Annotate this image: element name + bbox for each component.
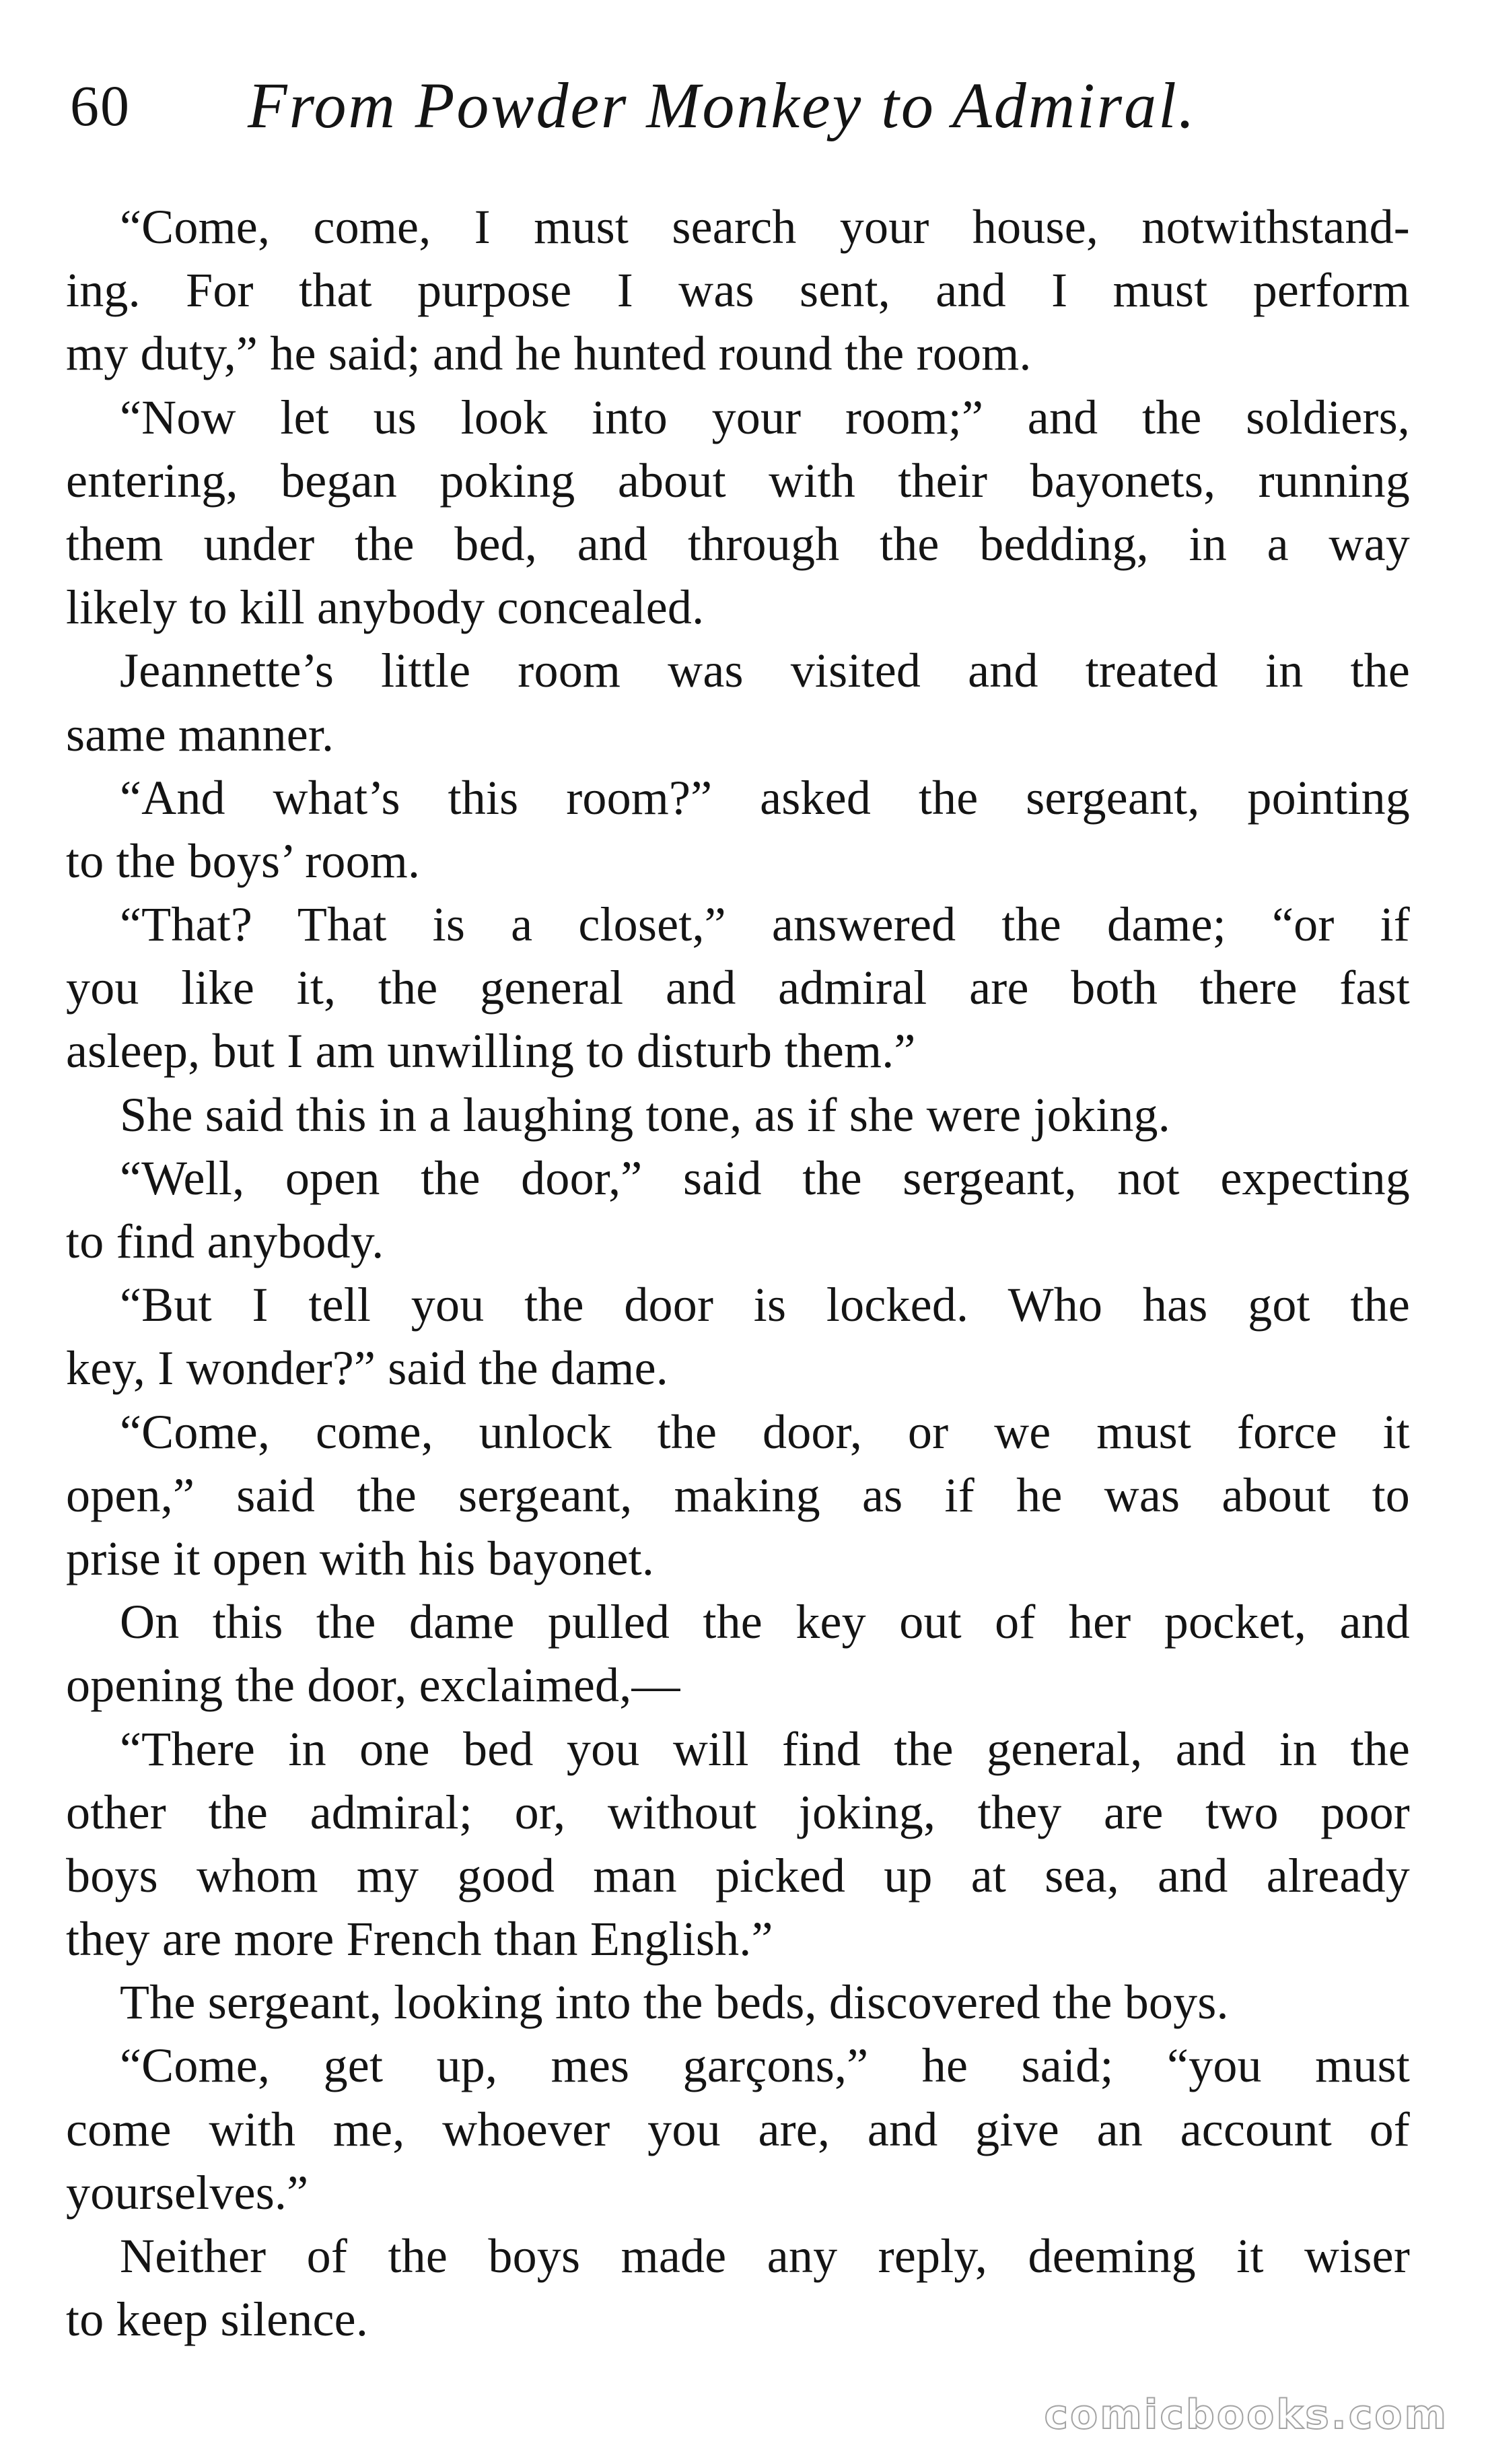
paragraph — [66, 1971, 1410, 2034]
paragraph — [66, 766, 1410, 893]
paragraph — [66, 639, 1410, 765]
text-line: “And what’s this room?” asked the sergeant, pointing — [120, 770, 1410, 825]
body-text — [66, 195, 1410, 2351]
text-line: On this the dame pulled the key out of her pocket, and — [120, 1595, 1410, 1649]
paragraph — [66, 1083, 1410, 1147]
text-line: “Well, open the door,” said the sergeant, not expecting — [120, 1151, 1410, 1205]
paragraph — [66, 2034, 1410, 2224]
paragraph — [66, 386, 1410, 640]
text-line: “Come, come, I must search your house, notwithstand- — [120, 200, 1410, 254]
paragraph — [66, 1273, 1410, 1400]
paragraph — [66, 1147, 1410, 1273]
text-line: “But I tell you the door is locked. Who has got the — [120, 1278, 1410, 1332]
text-line: to keep silence. — [66, 2292, 369, 2347]
text-line: yourselves.” — [66, 2165, 309, 2220]
text-line: Neither of the boys made any reply, deeming it wiser — [120, 2229, 1410, 2283]
text-line: “Come, get up, mes garçons,” he said; “you must — [120, 2039, 1410, 2093]
watermark: comicbooks.com — [1044, 2391, 1448, 2438]
paragraph — [66, 1717, 1410, 1971]
text-line: key, I wonder?” said the dame. — [66, 1341, 668, 1396]
paragraph — [66, 1590, 1410, 1717]
text-line: come with me, whoever you are, and give an account of — [66, 2102, 1410, 2156]
text-line: “Now let us look into your room;” and the soldiers, — [120, 390, 1410, 444]
text-line: ing. For that purpose I was sent, and I must perform — [66, 263, 1410, 318]
text-line: them under the bed, and through the bedding, in a way — [66, 516, 1410, 571]
text-line: She said this in a laughing tone, as if she were joking. — [120, 1087, 1170, 1142]
text-line: likely to kill anybody concealed. — [66, 580, 705, 635]
text-line: to find anybody. — [66, 1214, 384, 1268]
text-line: “Come, come, unlock the door, or we must force it — [120, 1404, 1410, 1459]
text-line: entering, began poking about with their bayonets, running — [66, 453, 1410, 508]
text-line: Jeannette’s little room was visited and treated in the — [120, 644, 1410, 698]
text-line: “There in one bed you will find the general, and in the — [120, 1721, 1410, 1776]
text-line: you like it, the general and admiral are both there fast — [66, 961, 1410, 1015]
text-line: same manner. — [66, 707, 334, 761]
text-line: they are more French than English.” — [66, 1912, 773, 1966]
page-number: 60 — [70, 73, 131, 138]
text-line: open,” said the sergeant, making as if he was about to — [66, 1468, 1410, 1522]
running-head — [70, 62, 1416, 149]
text-line: to the boys’ room. — [66, 833, 421, 888]
text-line: prise it open with his bayonet. — [66, 1531, 655, 1585]
text-line: asleep, but I am unwilling to disturb them.” — [66, 1024, 916, 1079]
text-line: The sergeant, looking into the beds, discovered the boys. — [120, 1975, 1229, 2030]
paragraph — [66, 893, 1410, 1083]
text-line: “That? That is a closet,” answered the dame; “or if — [120, 897, 1410, 952]
paragraph — [66, 2224, 1410, 2351]
paragraph — [66, 195, 1410, 386]
text-line: other the admiral; or, without joking, they are two poor — [66, 1785, 1410, 1839]
paragraph — [66, 1400, 1410, 1591]
text-line: boys whom my good man picked up at sea, and already — [66, 1848, 1410, 1903]
text-line: opening the door, exclaimed,— — [66, 1658, 680, 1713]
text-line: my duty,” he said; and he hunted round the room. — [66, 327, 1032, 381]
running-title: From Powder Monkey to Admiral. — [248, 69, 1197, 141]
